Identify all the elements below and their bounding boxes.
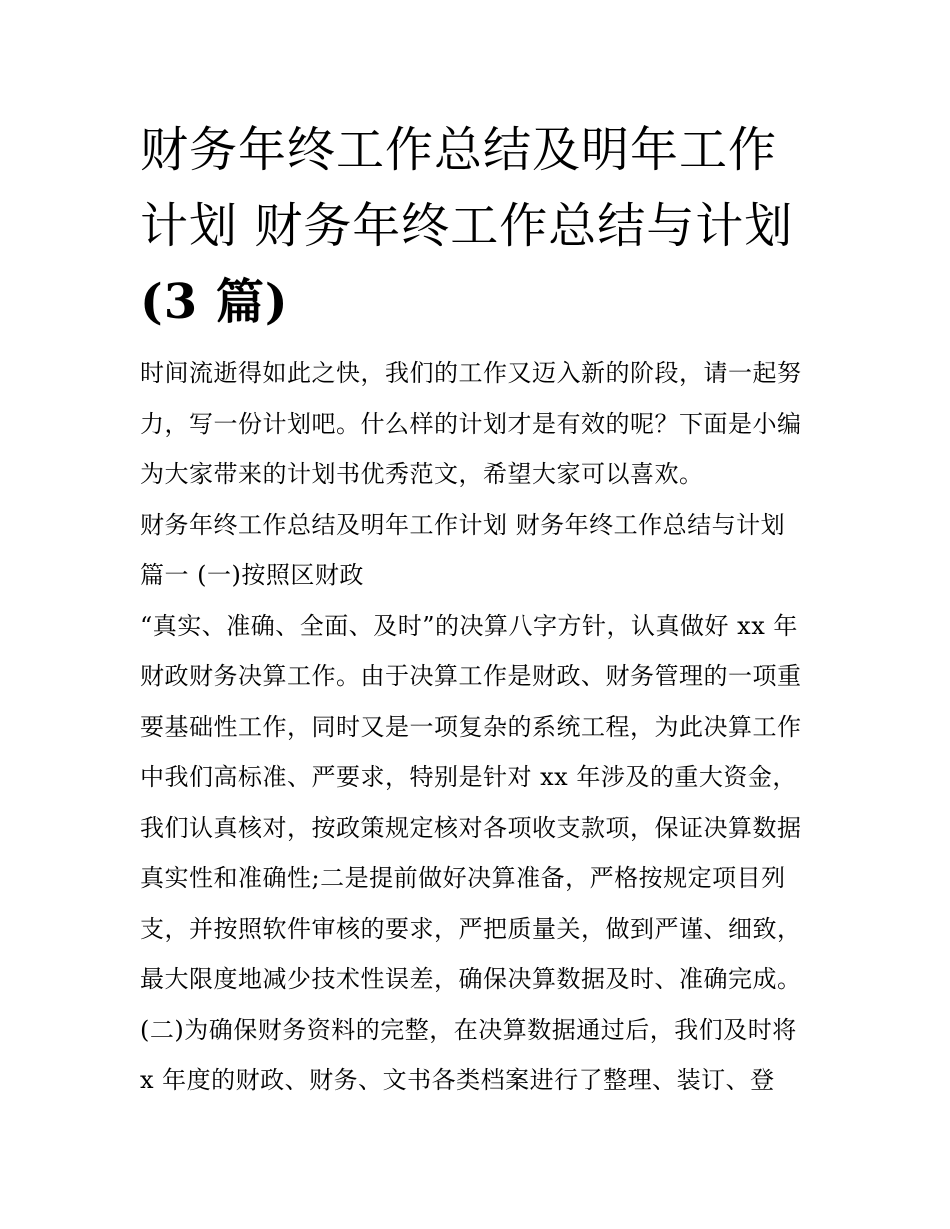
body-line: “真实、准确、全面、及时”的决算八字方针，认真做好 xx 年 xyxy=(140,611,798,640)
title-line-3: (3 篇) xyxy=(140,274,289,330)
body-line: 中我们高标准、严要求，特别是针对 xx 年涉及的重大资金， xyxy=(140,763,797,791)
body-line: 要基础性工作，同时又是一项复杂的系统工程，为此决算工作 xyxy=(140,712,802,741)
body-paragraph xyxy=(140,601,820,1106)
body-line: 最大限度地减少技术性误差，确保决算数据及时、准确完成。 xyxy=(140,965,802,993)
title-line-1: 财务年终工作总结及明年工作 xyxy=(140,122,778,178)
body-line: 财政财务决算工作。由于决算工作是财政、财务管理的一项重 xyxy=(140,662,802,690)
intro-line: 为大家带来的计划书优秀范文，希望大家可以喜欢。 xyxy=(140,460,704,488)
section-heading-line: 篇一 (一)按照区财政 xyxy=(140,561,364,589)
intro-paragraph xyxy=(140,348,820,500)
section-heading-line: 财务年终工作总结及明年工作计划 财务年终工作总结与计划 xyxy=(140,510,786,539)
section-heading xyxy=(140,500,820,601)
intro-line: 力，写一份计划吧。什么样的计划才是有效的呢？下面是小编 xyxy=(140,409,802,438)
body-line: 真实性和准确性;二是提前做好决算准备，严格按规定项目列 xyxy=(140,864,786,892)
body-line: x 年度的财政、财务、文书各类档案进行了整理、装订、登 xyxy=(140,1066,775,1094)
body-line: 支，并按照软件审核的要求，严把质量关，做到严谨、细致， xyxy=(140,914,802,943)
document-title xyxy=(140,112,820,340)
body-line: 我们认真核对，按政策规定核对各项收支款项，保证决算数据 xyxy=(140,813,802,842)
body-line: (二)为确保财务资料的完整，在决算数据通过后，我们及时将 xyxy=(140,1015,797,1044)
intro-line: 时间流逝得如此之快，我们的工作又迈入新的阶段，请一起努 xyxy=(140,359,802,387)
title-line-2: 计划 财务年终工作总结与计划 xyxy=(140,198,794,254)
document-page xyxy=(140,112,820,1106)
